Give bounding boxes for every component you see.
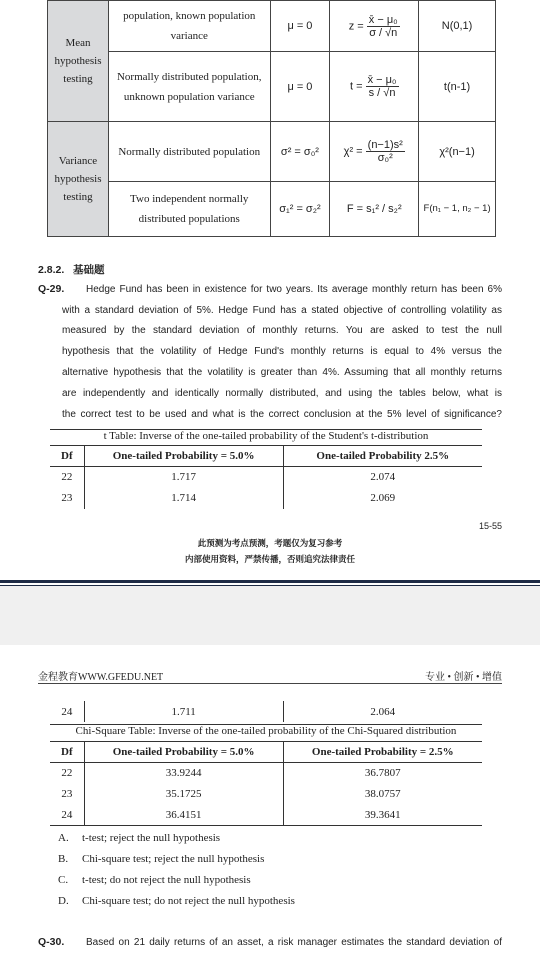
- header-slogan: 专业 • 创新 • 增值: [424, 672, 502, 683]
- header-df: Df: [50, 446, 84, 467]
- stat-numerator: x̄ − μ₀: [368, 13, 398, 26]
- distribution: F(n₁ − 1, n₂ − 1): [419, 182, 496, 237]
- stat-numerator: (n−1)s²: [367, 139, 403, 151]
- null-hypothesis: σ₁² = σ₂²: [270, 182, 330, 237]
- cell: 22: [50, 763, 84, 784]
- section-number: 2.8.2.: [38, 264, 65, 276]
- distribution: χ²(n−1): [419, 122, 496, 182]
- cell: 39.3641: [364, 808, 401, 821]
- table-row: [50, 784, 482, 805]
- hypothesis-test-table: [47, 0, 496, 237]
- question-line: with a standard deviation of 5%. Hedge Fund has a stated objective of controlling volatility as: [62, 305, 502, 316]
- cell: 24: [50, 805, 84, 826]
- section-title: 基础题: [73, 264, 105, 276]
- test-statistic: z = $\frac{\text{x̄ − μ₀}}{\sigma / √n}$: [330, 1, 419, 52]
- option-letter: B.: [58, 853, 69, 865]
- cell: 24: [50, 701, 84, 722]
- t-distribution-table-continued: [50, 701, 482, 722]
- table-row: [50, 763, 482, 784]
- row-desc: Two independent normally distributed populations: [108, 182, 270, 237]
- stat-denominator: σ₀²: [377, 152, 393, 164]
- question-line: Based on 21 daily returns of an asset, a risk manager estimates the standard deviation of: [86, 937, 502, 948]
- header-site: 金程教育WWW.GFEDU.NET: [38, 672, 164, 683]
- stat-symbol: z: [348, 19, 355, 32]
- stat-symbol: χ²: [343, 145, 354, 158]
- answer-option: [58, 874, 251, 886]
- cell: 22: [50, 467, 84, 488]
- option-text: Chi-square test; reject the null hypothesis: [82, 853, 265, 865]
- question-number: Q-30.: [38, 936, 65, 948]
- option-letter: A.: [58, 832, 69, 844]
- group-label: Variance hypothesis testing: [54, 155, 102, 203]
- test-statistic: χ² = $\frac{\text{(n−1)s²}}{\text{σ₀²}}$: [330, 122, 419, 182]
- stat-fraction: [366, 139, 405, 164]
- header-5pct: One-tailed Probability = 5.0%: [84, 742, 283, 763]
- question-line: alternative hypothesis that the volatility is greater than 4%. Assuming that all monthly returns: [62, 367, 502, 378]
- header-2-5pct: One-tailed Probability 2.5%: [283, 446, 482, 467]
- cell: 2.074: [370, 471, 396, 484]
- table-row: [50, 467, 482, 488]
- question-line: Hedge Fund has been in existence for two years. Its average monthly return has been 6%: [86, 284, 502, 295]
- distribution: t(n-1): [419, 52, 496, 122]
- cell: 38.0757: [364, 788, 401, 800]
- group-mean-cell: [48, 1, 109, 122]
- question-line: are independently and identically normally distributed, and using the tables below, what is: [62, 388, 502, 399]
- null-hypothesis: μ = 0: [270, 52, 330, 122]
- cell: 1.711: [84, 701, 283, 722]
- row-desc: Normally distributed population, unknown population variance: [108, 52, 270, 122]
- cell: 2.064: [370, 705, 396, 718]
- stat-fraction: [366, 74, 399, 99]
- header-2-5pct: One-tailed Probability = 2.5%: [283, 742, 482, 763]
- disclaimer-line: 此预测为考点预测，考题仅为复习参考: [197, 539, 343, 549]
- cell: 36.4151: [84, 805, 283, 826]
- page-gap: [0, 586, 540, 645]
- null-hypothesis: σ² = σ₀²: [270, 122, 330, 182]
- question-line: hypothesis that the volatility of Hedge Fund's monthly returns is equal to 4% versus the: [62, 346, 502, 357]
- page-divider: [0, 580, 540, 583]
- cell: 33.9244: [84, 763, 283, 784]
- answer-option: [58, 832, 220, 844]
- question-line: the correct test to be used and what is the correct conclusion at the 5% level of significance?: [62, 409, 502, 420]
- option-text: Chi-square test; do not reject the null hypothesis: [82, 895, 295, 907]
- option-letter: C.: [58, 874, 69, 886]
- table-row: [50, 488, 482, 509]
- group-label: Mean hypothesis testing: [54, 37, 102, 85]
- answer-option: [58, 853, 264, 865]
- row-desc: population, known population variance: [108, 1, 270, 52]
- test-statistic: F = s₁² / s₂²: [330, 182, 419, 237]
- section-heading: [38, 262, 105, 277]
- cell: 2.069: [370, 492, 396, 504]
- t-distribution-table: [50, 445, 482, 509]
- cell: 1.717: [84, 467, 283, 488]
- cell: 23: [50, 784, 84, 805]
- cell: 36.7807: [364, 767, 401, 780]
- question-line: measured by the standard deviation of monthly returns. You are asked to test the null: [62, 325, 502, 336]
- cell: 35.1725: [84, 784, 283, 805]
- option-text: t-test; do not reject the null hypothesis: [82, 874, 251, 886]
- cell: 1.714: [84, 488, 283, 509]
- stat-denominator: σ / √n: [369, 26, 398, 39]
- t-table-caption: t Table: Inverse of the one-tailed probability of the Student's t-distribution: [50, 429, 482, 442]
- chi-square-table: [50, 741, 482, 826]
- cell: 23: [50, 488, 84, 509]
- option-letter: D.: [58, 895, 69, 907]
- stat-numerator: x̄ − μ₀: [367, 74, 397, 86]
- null-hypothesis: μ = 0: [270, 1, 330, 52]
- table-row: [50, 701, 482, 722]
- stat-fraction: [367, 14, 400, 39]
- question-number: Q-29.: [38, 283, 65, 295]
- stat-denominator: s / √n: [368, 87, 396, 99]
- stat-symbol: t: [349, 80, 354, 93]
- header-5pct: One-tailed Probability = 5.0%: [84, 446, 283, 467]
- chi-table-caption: Chi-Square Table: Inverse of the one-tailed probability of the Chi-Squared distribution: [50, 724, 482, 737]
- row-desc: Normally distributed population: [108, 122, 270, 182]
- group-variance-cell: [48, 122, 109, 237]
- page-number: 15-55: [478, 521, 502, 531]
- option-text: t-test; reject the null hypothesis: [82, 832, 221, 844]
- distribution: N(0,1): [419, 1, 496, 52]
- test-statistic: t = $\frac{\text{x̄ − μ₀}}{s / √n}$: [330, 52, 419, 122]
- answer-option: [58, 895, 295, 907]
- header-df: Df: [50, 742, 84, 763]
- disclaimer-line: 内部使用资料，严禁传播，否则追究法律责任: [184, 555, 355, 565]
- table-row: [50, 805, 482, 826]
- header-rule: [38, 683, 502, 684]
